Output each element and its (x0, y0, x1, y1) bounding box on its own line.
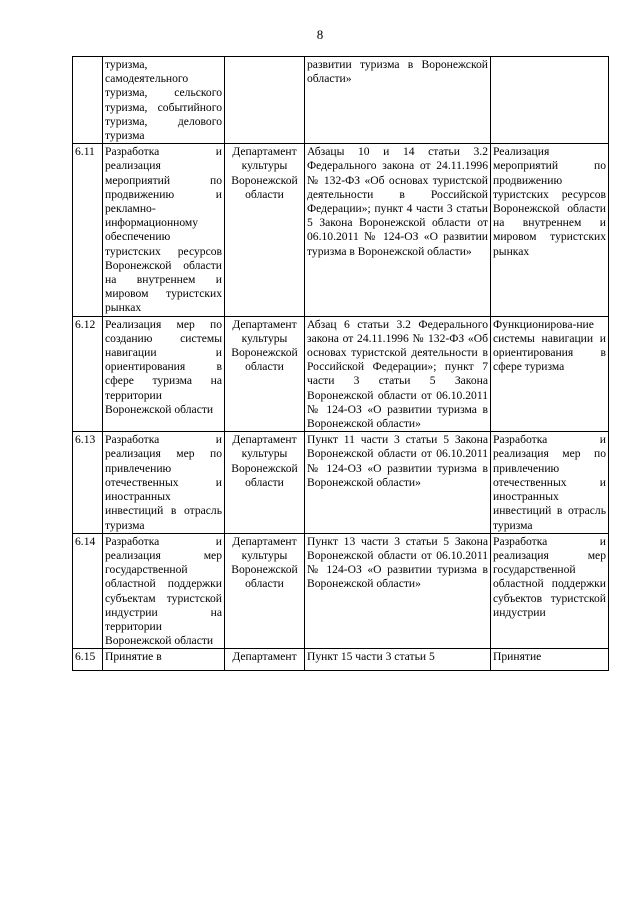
expected-result: Разработка и реализация мер государственной областной поддержки субъектов туристской индустрии (491, 533, 609, 649)
executor-text: Департамент (232, 650, 297, 664)
row-number: 6.13 (73, 432, 103, 533)
legal-basis: Абзацы 10 и 14 статьи 3.2 Федерального закона от 24.11.1996 № 132-ФЗ «Об основах туристской деятельности в Российской Федерации»; пункт 4 части 3 статьи 5 Закона Воронежской области от 06.10.2011 № 124-ОЗ «О развитии туризма в Воронежской области» (305, 144, 491, 316)
table-row (73, 432, 609, 533)
table-row (73, 649, 609, 671)
measure-name: туризма, самодеятельного туризма, сельского туризма, событийного туризма, делового туризма (103, 57, 225, 144)
legal-basis-text: Пункт 15 части 3 статьи 5 (307, 650, 435, 664)
executor: Департамент культуры Воронежской области (225, 144, 305, 316)
row-number: 6.15 (73, 649, 103, 671)
table-row (73, 57, 609, 144)
table-row (73, 533, 609, 649)
row-number: 6.12 (73, 316, 103, 432)
legal-basis: развитии туризма в Воронежской области» (305, 57, 491, 144)
table-row (73, 144, 609, 316)
row-number (73, 57, 103, 144)
expected-result-text: Принятие (493, 650, 542, 664)
expected-result (491, 649, 609, 671)
expected-result (491, 57, 609, 144)
measure-name: Разработка и реализация мер государственной областной поддержки субъектам туристской индустрии на территории Воронежской области (103, 533, 225, 649)
legal-basis (305, 649, 491, 671)
expected-result: Реализация мероприятий по продвижению туристских ресурсов Воронежской области на внутреннем и мировом туристских рынках (491, 144, 609, 316)
executor: Департамент культуры Воронежской области (225, 432, 305, 533)
measure-name: Разработка и реализация мер по привлечению отечественных и иностранных инвестиций в отрасль туризма (103, 432, 225, 533)
row-number: 6.14 (73, 533, 103, 649)
legal-basis: Пункт 11 части 3 статьи 5 Закона Воронежской области от 06.10.2011 № 124-ОЗ «О развитии туризма в Воронежской области» (305, 432, 491, 533)
page-number: 8 (316, 27, 324, 42)
table-row (73, 316, 609, 432)
executor (225, 649, 305, 671)
executor: Департамент культуры Воронежской области (225, 316, 305, 432)
expected-result: Функционирова-ние системы навигации и ориентирования в сфере туризма (491, 316, 609, 432)
measure-name-text: Принятие в (105, 650, 162, 664)
legal-basis: Пункт 13 части 3 статьи 5 Закона Воронежской области от 06.10.2011 № 124-ОЗ «О развитии туризма в Воронежской области» (305, 533, 491, 649)
measure-name (103, 649, 225, 671)
executor (225, 57, 305, 144)
legal-basis: Абзац 6 статьи 3.2 Федерального закона от 24.11.1996 № 132-ФЗ «Об основах туристской деятельности в Российской Федерации»; пункт 7 части 3 статьи 5 Закона Воронежской области от 06.10.2011 № 124-ОЗ «О развитии туризма в Воронежской области» (305, 316, 491, 432)
regulation-table (72, 56, 609, 671)
measure-name: Реализация мер по созданию системы навигации и ориентирования в сфере туризма на территории Воронежской области (103, 316, 225, 432)
row-number: 6.11 (73, 144, 103, 316)
executor: Департамент культуры Воронежской области (225, 533, 305, 649)
measure-name: Разработка и реализация мероприятий по продвижению и рекламно-информационному обеспечению туристских ресурсов Воронежской области на внутреннем и мировом туристских рынках (103, 144, 225, 316)
expected-result: Разработка и реализация мер по привлечению отечественных и иностранных инвестиций в отрасль туризма (491, 432, 609, 533)
